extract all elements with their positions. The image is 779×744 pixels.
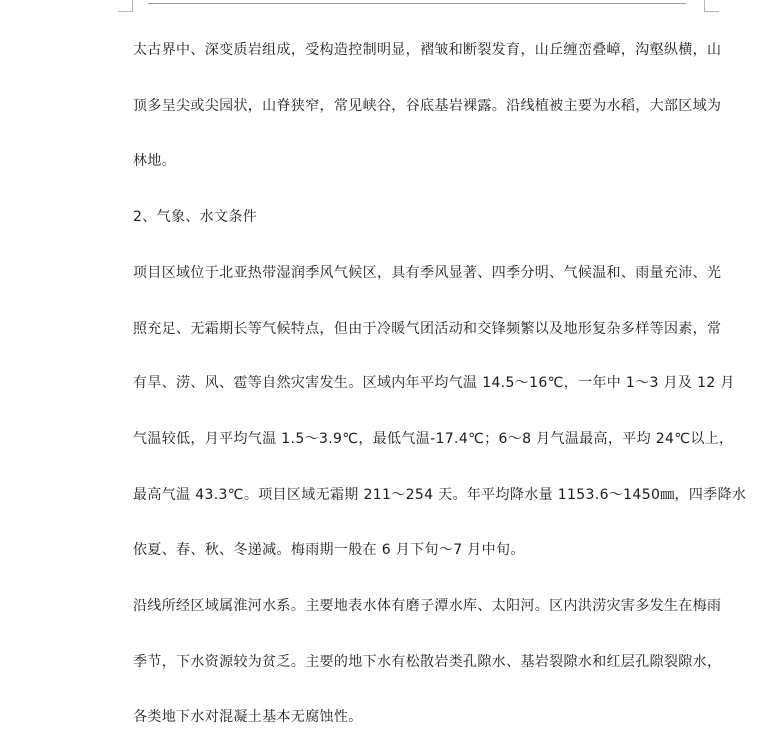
text-line: 太古界中、深变质岩组成，受构造控制明显，褶皱和断裂发育，山丘缠峦叠嶂，沟壑纵横，山 bbox=[133, 42, 722, 58]
text-line: 依夏、春、秋、冬递减。梅雨期一般在 6 月下旬～7 月中旬。 bbox=[133, 542, 525, 558]
text-line: 季节，下水资源较为贫乏。主要的地下水有松散岩类孔隙水、基岩裂隙水和红层孔隙裂隙水， bbox=[133, 654, 722, 670]
text-line: 有旱、涝、风、雹等自然灾害发生。区域内年平均气温 14.5～16℃，一年中 1～3 月及 12 月 bbox=[133, 375, 735, 391]
section-heading: 2、气象、水文条件 bbox=[133, 209, 258, 225]
margin-corner-mark-left bbox=[112, 0, 133, 12]
margin-corner-mark-right bbox=[704, 0, 725, 12]
text-line: 项目区域位于北亚热带湿润季风气候区，具有季风显著、四季分明、气候温和、雨量充沛、光 bbox=[133, 265, 722, 281]
text-line: 各类地下水对混凝土基本无腐蚀性。 bbox=[133, 709, 363, 725]
text-line: 最高气温 43.3℃。项目区域无霜期 211～254 天。年平均降水量 1153.6～1450㎜，四季降水 bbox=[133, 487, 747, 503]
text-line: 照充足、无霜期长等气候特点，但由于冷暖气团活动和交锋频繁以及地形复杂多样等因素，常 bbox=[133, 321, 722, 337]
text-line: 林地。 bbox=[133, 153, 177, 169]
text-line: 顶多呈尖或尖园状，山脊狭窄，常见峡谷，谷底基岩裸露。沿线植被主要为水稻，大部区域为 bbox=[133, 98, 722, 114]
text-line: 气温较低，月平均气温 1.5～3.9℃，最低气温-17.4℃；6～8 月气温最高，平均 24℃以上， bbox=[133, 431, 734, 447]
text-line: 沿线所经区域属淮河水系。主要地表水体有磨子潭水库、太阳河。区内洪涝灾害多发生在梅雨 bbox=[133, 598, 722, 614]
page-top-rule bbox=[148, 3, 686, 4]
